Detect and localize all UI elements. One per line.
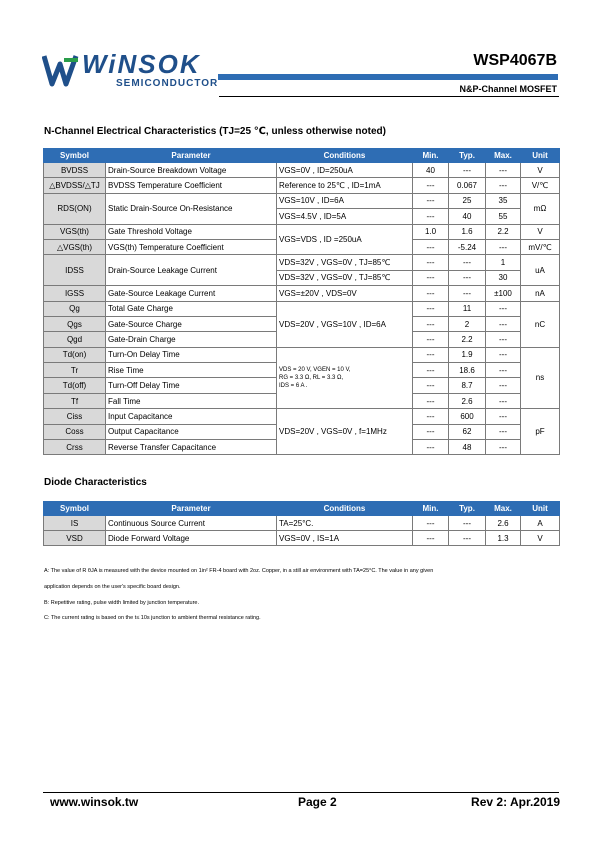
footer-website: www.winsok.tw — [50, 795, 139, 809]
symbol-cell: △BVDSS/△TJ — [44, 178, 106, 193]
condition-cell: Reference to 25℃ , ID=1mA — [277, 178, 413, 193]
footnote-c: C: The current rating is based on the t≤ 10s junction to ambient thermal resistance rating. — [44, 615, 261, 621]
condition-cell: VDS=20V , VGS=10V , ID=6A — [277, 301, 413, 347]
min-cell: --- — [413, 347, 449, 362]
typ-cell: --- — [449, 163, 486, 178]
min-cell: 1.0 — [413, 224, 449, 239]
unit-cell: pF — [521, 409, 560, 455]
symbol-cell: Td(on) — [44, 347, 106, 362]
condition-cell: VGS=0V , ID=250uA — [277, 163, 413, 178]
condition-cell: VGS=VDS , ID =250uA — [277, 224, 413, 255]
symbol-cell: Crss — [44, 440, 106, 455]
max-cell: 55 — [486, 209, 521, 224]
parameter-cell: Gate-Source Charge — [106, 316, 277, 331]
unit-cell: A — [521, 516, 560, 531]
typ-cell: 40 — [449, 209, 486, 224]
col-unit: Unit — [521, 502, 560, 516]
min-cell: --- — [413, 255, 449, 270]
table-row — [44, 409, 560, 424]
typ-cell: 2 — [449, 316, 486, 331]
footer-divider — [43, 792, 559, 793]
brand-subtitle: SEMICONDUCTOR — [116, 78, 219, 89]
brand-name: WiNSOK — [82, 49, 201, 79]
typ-cell: 1.9 — [449, 347, 486, 362]
col-conditions: Conditions — [277, 149, 413, 163]
unit-cell: uA — [521, 255, 560, 286]
parameter-cell: Turn-Off Delay Time — [106, 378, 277, 393]
header-divider — [219, 96, 559, 97]
col-min: Min. — [413, 149, 449, 163]
min-cell: --- — [413, 424, 449, 439]
parameter-cell: Turn-On Delay Time — [106, 347, 277, 362]
typ-cell: --- — [449, 255, 486, 270]
typ-cell: 62 — [449, 424, 486, 439]
min-cell: --- — [413, 286, 449, 301]
n-channel-characteristics-table — [43, 148, 560, 455]
condition-cell: VGS=10V , ID=6A — [277, 193, 413, 208]
typ-cell: 25 — [449, 193, 486, 208]
condition-cell: TA=25°C. — [277, 516, 413, 531]
symbol-cell: RDS(ON) — [44, 193, 106, 224]
table-row — [44, 516, 560, 531]
switching-condition-line: RG = 3.3 Ω, RL = 3.3 Ω, — [279, 374, 344, 381]
max-cell: 35 — [486, 193, 521, 208]
condition-cell: VDS=20V , VGS=0V , f=1MHz — [277, 409, 413, 455]
typ-cell: --- — [449, 286, 486, 301]
max-cell: 1 — [486, 255, 521, 270]
max-cell: 2.6 — [486, 516, 521, 531]
col-max: Max. — [486, 149, 521, 163]
condition-cell: VGS=4.5V , ID=5A — [277, 209, 413, 224]
table-row — [44, 193, 560, 208]
diode-characteristics-table — [43, 501, 560, 546]
footer-revision: Rev 2: Apr.2019 — [471, 795, 560, 809]
max-cell: 30 — [486, 270, 521, 285]
table-row — [44, 255, 560, 270]
symbol-cell: IS — [44, 516, 106, 531]
max-cell: --- — [486, 301, 521, 316]
parameter-cell: Output Capacitance — [106, 424, 277, 439]
table-row — [44, 286, 560, 301]
table-row — [44, 224, 560, 239]
min-cell: --- — [413, 378, 449, 393]
min-cell: --- — [413, 316, 449, 331]
max-cell: --- — [486, 409, 521, 424]
min-cell: --- — [413, 440, 449, 455]
col-max: Max. — [486, 502, 521, 516]
col-conditions: Conditions — [277, 502, 413, 516]
max-cell: --- — [486, 163, 521, 178]
min-cell: --- — [413, 332, 449, 347]
min-cell: --- — [413, 270, 449, 285]
parameter-cell: Gate Threshold Voltage — [106, 224, 277, 239]
max-cell: --- — [486, 347, 521, 362]
col-unit: Unit — [521, 149, 560, 163]
table-header-row — [44, 149, 560, 163]
typ-cell: 2.2 — [449, 332, 486, 347]
table-row — [44, 178, 560, 193]
typ-cell: 11 — [449, 301, 486, 316]
parameter-cell: VGS(th) Temperature Coefficient — [106, 239, 277, 254]
col-parameter: Parameter — [106, 149, 277, 163]
typ-cell: 600 — [449, 409, 486, 424]
min-cell: --- — [413, 239, 449, 254]
symbol-cell: BVDSS — [44, 163, 106, 178]
switching-condition-line: IDS = 6 A . — [279, 382, 308, 389]
parameter-cell: Total Gate Charge — [106, 301, 277, 316]
min-cell: --- — [413, 193, 449, 208]
table-row — [44, 347, 560, 362]
parameter-cell: Reverse Transfer Capacitance — [106, 440, 277, 455]
table-header-row — [44, 502, 560, 516]
max-cell: --- — [486, 316, 521, 331]
min-cell: --- — [413, 178, 449, 193]
col-typ: Typ. — [449, 149, 486, 163]
symbol-cell: VGS(th) — [44, 224, 106, 239]
parameter-cell: BVDSS Temperature Coefficient — [106, 178, 277, 193]
symbol-cell: Ciss — [44, 409, 106, 424]
symbol-cell: △VGS(th) — [44, 239, 106, 254]
max-cell: --- — [486, 332, 521, 347]
symbol-cell: Qgd — [44, 332, 106, 347]
unit-cell: V — [521, 224, 560, 239]
typ-cell: --- — [449, 516, 486, 531]
unit-cell: V — [521, 531, 560, 546]
symbol-cell: Coss — [44, 424, 106, 439]
col-symbol: Symbol — [44, 149, 106, 163]
max-cell: ±100 — [486, 286, 521, 301]
max-cell: --- — [486, 239, 521, 254]
table-row — [44, 163, 560, 178]
max-cell: --- — [486, 393, 521, 408]
symbol-cell: VSD — [44, 531, 106, 546]
min-cell: 40 — [413, 163, 449, 178]
footer-page-number: Page 2 — [298, 795, 337, 809]
min-cell: --- — [413, 531, 449, 546]
switching-condition-line: VDS = 20 V, VGEN = 10 V, — [279, 366, 351, 373]
typ-cell: 0.067 — [449, 178, 486, 193]
col-typ: Typ. — [449, 502, 486, 516]
unit-cell: nA — [521, 286, 560, 301]
parameter-cell: Rise Time — [106, 363, 277, 378]
symbol-cell: Td(off) — [44, 378, 106, 393]
section-title-n-channel: N-Channel Electrical Characteristics (TJ=25 ℃, unless otherwise noted) — [44, 126, 386, 137]
parameter-cell: Drain-Source Breakdown Voltage — [106, 163, 277, 178]
unit-cell: nC — [521, 301, 560, 347]
table-row — [44, 301, 560, 316]
parameter-cell: Gate-Source Leakage Current — [106, 286, 277, 301]
max-cell: --- — [486, 440, 521, 455]
footnote-a: A: The value of R θJA is measured with the device mounted on 1in² FR-4 board with 2oz. Copper, in a still air environment with TA=25°C. The value in any given — [44, 568, 434, 574]
typ-cell: 8.7 — [449, 378, 486, 393]
parameter-cell: Input Capacitance — [106, 409, 277, 424]
max-cell: --- — [486, 178, 521, 193]
typ-cell: 2.6 — [449, 393, 486, 408]
table-row — [44, 531, 560, 546]
max-cell: 2.2 — [486, 224, 521, 239]
condition-cell: VGS=0V , IS=1A — [277, 531, 413, 546]
col-parameter: Parameter — [106, 502, 277, 516]
min-cell: --- — [413, 409, 449, 424]
parameter-cell: Diode Forward Voltage — [106, 531, 277, 546]
unit-cell: mV/℃ — [521, 239, 560, 254]
typ-cell: 48 — [449, 440, 486, 455]
max-cell: --- — [486, 363, 521, 378]
col-min: Min. — [413, 502, 449, 516]
condition-cell: VGS=±20V , VDS=0V — [277, 286, 413, 301]
typ-cell: --- — [449, 270, 486, 285]
symbol-cell: Qg — [44, 301, 106, 316]
typ-cell: --- — [449, 531, 486, 546]
min-cell: --- — [413, 363, 449, 378]
max-cell: --- — [486, 424, 521, 439]
unit-cell: V — [521, 163, 560, 178]
min-cell: --- — [413, 209, 449, 224]
parameter-cell: Continuous Source Current — [106, 516, 277, 531]
symbol-cell: IGSS — [44, 286, 106, 301]
max-cell: 1.3 — [486, 531, 521, 546]
parameter-cell: Drain-Source Leakage Current — [106, 255, 277, 286]
switching-condition-cell — [277, 347, 413, 409]
typ-cell: 18.6 — [449, 363, 486, 378]
condition-cell: VDS=32V , VGS=0V , TJ=85℃ — [277, 270, 413, 285]
min-cell: --- — [413, 393, 449, 408]
unit-cell: mΩ — [521, 193, 560, 224]
symbol-cell: IDSS — [44, 255, 106, 286]
footnote-a-continued: application depends on the user's specific board design. — [44, 584, 181, 590]
header-accent-bar — [218, 74, 558, 80]
parameter-cell: Static Drain-Source On-Resistance — [106, 193, 277, 224]
part-number: WSP4067B — [473, 52, 557, 69]
parameter-cell: Fall Time — [106, 393, 277, 408]
symbol-cell: Tr — [44, 363, 106, 378]
typ-cell: 1.6 — [449, 224, 486, 239]
parameter-cell: Gate-Drain Charge — [106, 332, 277, 347]
logo-mark-icon — [42, 50, 82, 90]
footnote-b: B: Repetitive rating, pulse width limited by junction temperature. — [44, 600, 199, 606]
symbol-cell: Qgs — [44, 316, 106, 331]
unit-cell: ns — [521, 347, 560, 409]
condition-cell: VDS=32V , VGS=0V , TJ=85℃ — [277, 255, 413, 270]
unit-cell: V/℃ — [521, 178, 560, 193]
col-symbol: Symbol — [44, 502, 106, 516]
typ-cell: -5.24 — [449, 239, 486, 254]
device-type: N&P-Channel MOSFET — [459, 84, 557, 94]
max-cell: --- — [486, 378, 521, 393]
symbol-cell: Tf — [44, 393, 106, 408]
min-cell: --- — [413, 516, 449, 531]
min-cell: --- — [413, 301, 449, 316]
section-title-diode: Diode Characteristics — [44, 477, 147, 488]
